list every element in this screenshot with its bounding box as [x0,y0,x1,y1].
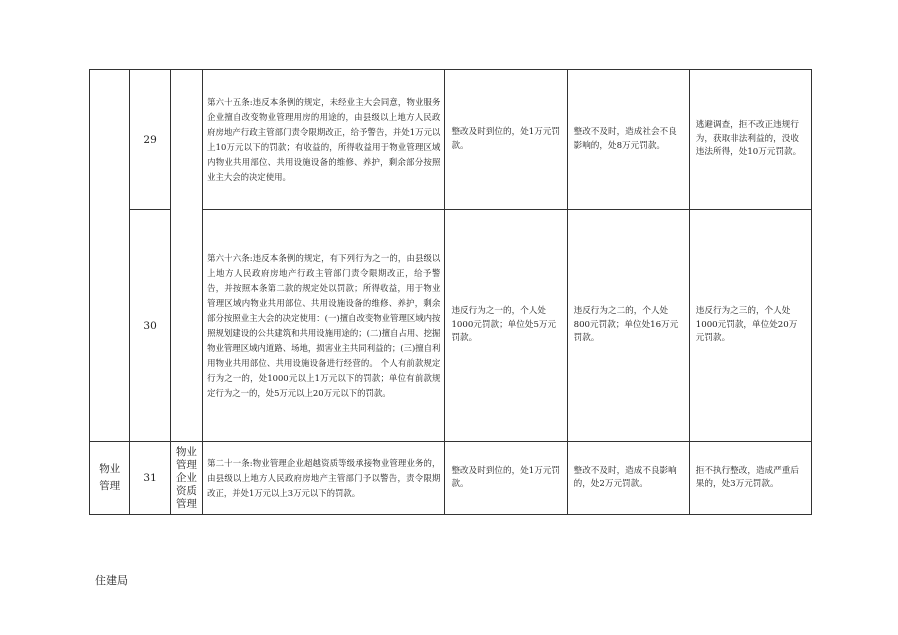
footer-department: 住建局 [95,574,128,587]
subcategory-label: 物业管理企业资质管理 [175,445,197,510]
penalty-level-3: 违反行为之三的，个人处1000元罚款，单位处20万元罚款。 [689,210,811,442]
penalty-level-1: 整改及时到位的，处1万元罚款。 [445,442,567,515]
penalty-level-2: 整改不及时，造成不良影响的，处2万元罚款。 [567,442,689,515]
penalty-level-3: 拒不执行整改，造成严重后果的，处3万元罚款。 [689,442,811,515]
subcategory-cell [170,442,202,515]
penalty-level-2: 整改不及时，造成社会不良影响的，处8万元罚款。 [567,70,689,210]
table-row [90,70,812,210]
subcategory-cell-empty [170,70,202,442]
row-number: 29 [130,70,170,210]
row-number: 30 [130,210,170,442]
category-label: 物业管理 [99,463,121,492]
table-row [90,442,812,515]
penalty-level-1: 违反行为之一的，个人处1000元罚款；单位处5万元罚款。 [445,210,567,442]
penalty-table [89,69,812,515]
legal-provision: 第六十六条:违反本条例的规定，有下列行为之一的，由县级以上地方人民政府房地产行政主管部门责令限期改正，给予警告，并按照本条第二款的规定处以罚款；所得收益，用于物业管理区域内物业共用部位、共用设施设备的维修、养护，剩余部分按照业主大会的决定使用：(一)擅自改变物业管理区域内按照规划建设的公共建筑和共用设施用途的；(二)擅自占用、挖掘物业管理区域内道路、场地，损害业主共同利益的；(三)擅自利用物业共用部位、共用设施设备进行经营的。 个人有前款规定行为之一的，处1000元以上1万元以下的罚款；单位有前款规定行为之一的，处5万元以上20万元以下的罚款。 [203,210,445,442]
legal-provision: 第六十五条:违反本条例的规定，未经业主大会同意，物业服务企业擅自改变物业管理用房的用途的，由县级以上地方人民政府房地产行政主管部门责令限期改正，给予警告，并处1万元以上10万元以下的罚款；有收益的，所得收益用于物业管理区域内物业共用部位、共用设施设备的维修、养护，剩余部分按照业主大会的决定使用。 [203,70,445,210]
row-number: 31 [130,442,170,515]
category-cell-empty [90,70,130,442]
legal-provision: 第二十一条:物业管理企业超越资质等级承接物业管理业务的，由县级以上地方人民政府房地产主管部门予以警告，责令限期改正，并处1万元以上3万元以下的罚款。 [203,442,445,515]
penalty-level-3: 逃避调查，拒不改正违规行为，获取非法利益的，没收违法所得，处10万元罚款。 [689,70,811,210]
penalty-level-2: 违反行为之二的，个人处800元罚款；单位处16万元罚款。 [567,210,689,442]
category-cell [90,442,130,515]
penalty-level-1: 整改及时到位的，处1万元罚款。 [445,70,567,210]
